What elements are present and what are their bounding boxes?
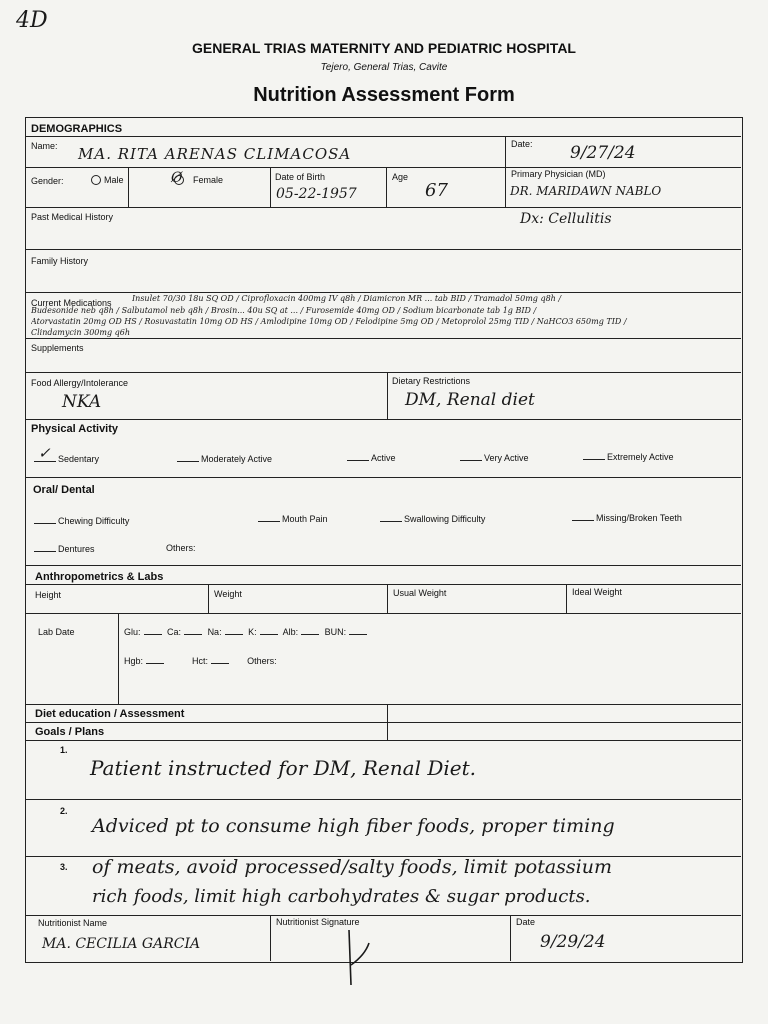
- hospital-address: Tejero, General Trias, Cavite: [320, 62, 448, 73]
- plan-3-text-cont: rich foods, limit high carbohydrates & sugar products.: [92, 886, 591, 907]
- oral-teeth[interactable]: Missing/Broken Teeth: [572, 512, 682, 523]
- meds-label: Current Medications: [31, 298, 112, 308]
- gender-label: Gender:: [31, 176, 64, 186]
- female-label: Female: [193, 175, 224, 185]
- age-value: 67: [425, 180, 448, 201]
- meds-line-3: Atorvastatin 20mg OD HS / Rosuvastatin 10mg OD HS / Amlodipine 10mg OD / Felodipine 5mg OD / Metoprolol 25mg TID / NaHCO3 650mg TID /: [31, 317, 627, 326]
- meds-line-4: Clindamycin 300mg q6h: [31, 328, 131, 337]
- activity-sedentary[interactable]: Sedentary: [34, 453, 99, 464]
- date-label: Date:: [511, 139, 533, 149]
- plan-1-text: Patient instructed for DM, Renal Diet.: [90, 756, 476, 780]
- activity-very-active[interactable]: Very Active: [460, 452, 529, 463]
- physician-value: DR. MARIDAWN NABLO: [510, 184, 662, 198]
- signature-label: Nutritionist Signature: [276, 917, 360, 927]
- oral-dentures[interactable]: Dentures: [34, 543, 95, 554]
- oral-mouth-pain[interactable]: Mouth Pain: [258, 513, 328, 524]
- anthro-heading: Anthropometrics & Labs: [35, 571, 164, 583]
- plan-3-num: 3.: [60, 862, 68, 872]
- allergy-label: Food Allergy/Intolerance: [31, 378, 129, 388]
- diet-edu-heading: Diet education / Assessment: [35, 708, 185, 720]
- nutritionist-name-value: MA. CECILIA GARCIA: [42, 936, 201, 952]
- hospital-name: GENERAL TRIAS MATERNITY AND PEDIATRIC HOSPITAL: [192, 40, 576, 56]
- demographics-heading: DEMOGRAPHICS: [31, 123, 123, 135]
- name-value: MA. RITA ARENAS CLIMACOSA: [78, 145, 352, 163]
- pmh-value: Dx: Cellulitis: [520, 211, 612, 227]
- oral-swallowing[interactable]: Swallowing Difficulty: [380, 513, 485, 524]
- sedentary-check: ✓: [38, 444, 51, 462]
- activity-moderate[interactable]: Moderately Active: [177, 453, 272, 464]
- lab-date-label: Lab Date: [38, 627, 75, 637]
- activity-active[interactable]: Active: [347, 452, 396, 463]
- allergy-value: NKA: [62, 392, 102, 412]
- form-title: Nutrition Assessment Form: [253, 84, 515, 106]
- physician-label: Primary Physician (MD): [511, 169, 606, 179]
- restrict-value: DM, Renal diet: [405, 390, 535, 410]
- nutritionist-name-label: Nutritionist Name: [38, 918, 108, 928]
- family-history-label: Family History: [31, 256, 89, 266]
- labs-row-1: Glu: Ca: Na: K: Alb: BUN:: [124, 626, 370, 637]
- activity-heading: Physical Activity: [31, 423, 119, 435]
- signoff-date-value: 9/29/24: [540, 932, 606, 952]
- supplements-label: Supplements: [31, 343, 84, 353]
- male-label: Male: [104, 175, 124, 185]
- pmh-label: Past Medical History: [31, 212, 114, 222]
- weight-label: Weight: [214, 589, 242, 599]
- activity-extreme[interactable]: Extremely Active: [583, 451, 674, 462]
- dob-value: 05-22-1957: [276, 186, 357, 202]
- restrict-label: Dietary Restrictions: [392, 376, 471, 386]
- plan-2-text: Adviced pt to consume high fiber foods, proper timing: [92, 815, 615, 837]
- usual-weight-label: Usual Weight: [393, 588, 447, 598]
- height-label: Height: [35, 590, 62, 600]
- oral-chewing[interactable]: Chewing Difficulty: [34, 515, 129, 526]
- plan-2-num: 2.: [60, 806, 68, 816]
- male-radio[interactable]: [91, 175, 101, 185]
- signature-mark: [335, 925, 385, 990]
- corner-note: 4D: [16, 8, 48, 33]
- meds-line-2: Budesonide neb q8h / Salbutamol neb q8h / Brosin... 40u SQ at ... / Furosemide 40mg OD / Sodium bicarbonate tab 1g BID /: [31, 306, 537, 315]
- signoff-date-label: Date: [516, 917, 536, 927]
- oral-heading: Oral/ Dental: [33, 484, 95, 496]
- date-value: 9/27/24: [570, 143, 636, 163]
- ideal-weight-label: Ideal Weight: [572, 587, 622, 597]
- female-mark: Ø: [171, 170, 183, 186]
- name-label: Name:: [31, 141, 58, 151]
- age-label: Age: [392, 172, 409, 182]
- plan-3-text: of meats, avoid processed/salty foods, limit potassium: [92, 856, 613, 878]
- meds-line-1: Insulet 70/30 18u SQ OD / Ciprofloxacin 400mg IV q8h / Diamicron MR ... tab BID / Tramadol 50mg q8h /: [132, 294, 562, 303]
- dob-label: Date of Birth: [275, 172, 326, 182]
- plan-1-num: 1.: [60, 745, 68, 755]
- labs-row-2: Hgb: Hct: Others:: [124, 656, 277, 666]
- oral-others-label: Others:: [166, 543, 196, 553]
- goals-heading: Goals / Plans: [35, 726, 105, 738]
